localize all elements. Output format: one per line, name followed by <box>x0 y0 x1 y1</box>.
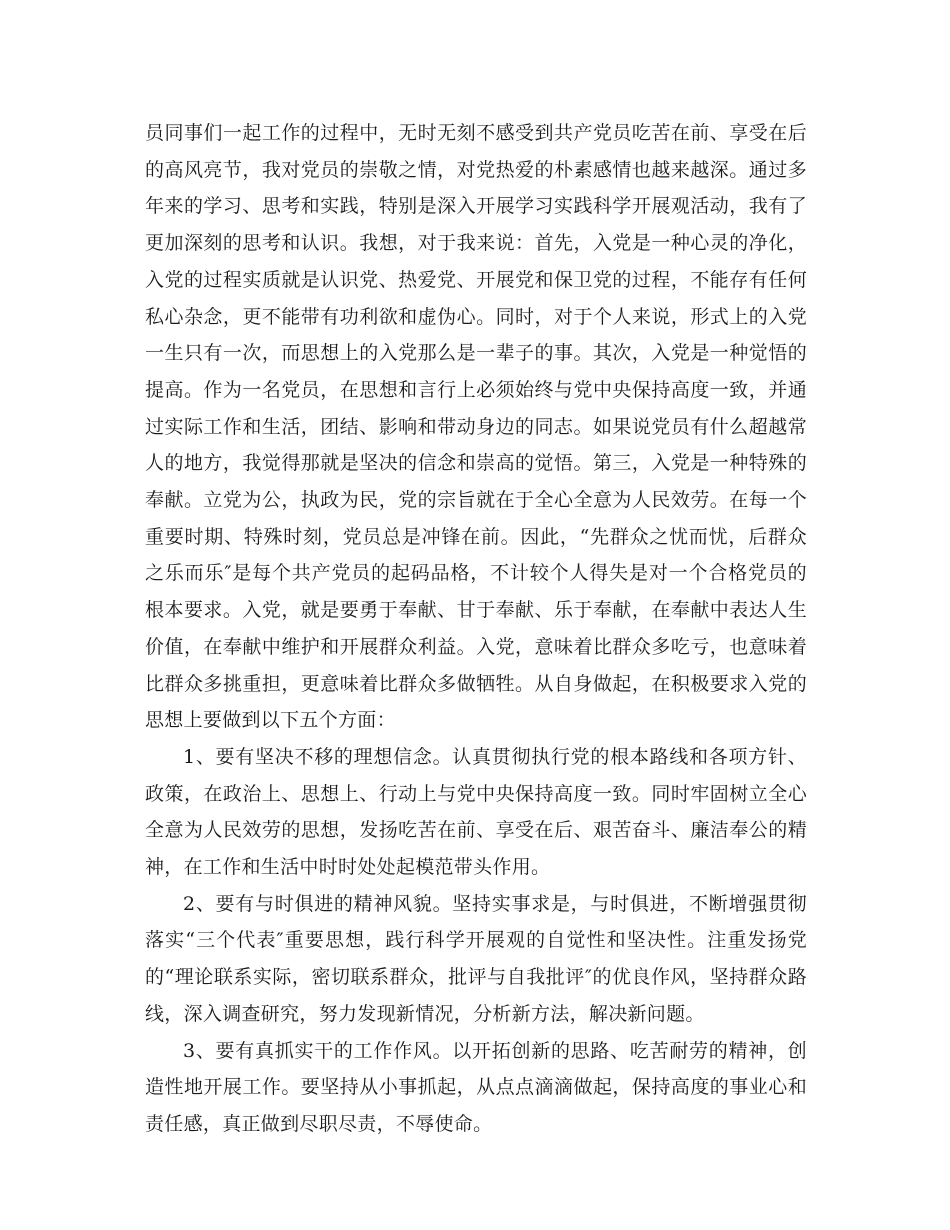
paragraph-point-1: 1、要有坚决不移的理想信念。认真贯彻执行党的根本路线和各项方针、政策，在政治上、思想上、行动上与党中央保持高度一致。同时牢固树立全心全意为人民效劳的思想，发扬吃苦在前、享受在后、艰苦奋斗、廉洁奉公的精神，在工作和生活中时时处处起模范带头作用。 <box>145 745 807 879</box>
paragraph-point-2: 2、要有与时俱进的精神风貌。坚持实事求是，与时俱进，不断增强贯彻落实“三个代表″重要思想，践行科学开展观的自觉性和坚决性。注重发扬党的“理论联系实际，密切联系群众，批评与自我批评″的优良作风，坚持群众路线，深入调查研究，努力发现新情况，分析新方法，解决新问题。 <box>145 892 807 1025</box>
paragraph-point-3: 3、要有真抓实干的工作作风。以开拓创新的思路、吃苦耐劳的精神，创造性地开展工作。要坚持从小事抓起，从点点滴滴做起，保持高度的事业心和责任感，真正做到尽职尽责，不辱使命。 <box>145 1039 807 1135</box>
paragraph-continuation: 员同事们一起工作的过程中，无时无刻不感受到共产党员吃苦在前、享受在后的高风亮节，我对党员的崇敬之情，对党热爱的朴素感情也越来越深。通过多年来的学习、思考和实践，特别是深入开展学习实践科学开展观活动，我有了更加深刻的思考和认识。我想，对于我来说：首先，入党是一种心灵的净化，入党的过程实质就是认识党、热爱党、开展党和保卫党的过程，不能存有任何私心杂念，更不能带有功利欲和虚伪心。同时，对于个人来说，形式上的入党一生只有一次，而思想上的入党那么是一辈子的事。其次，入党是一种觉悟的提高。作为一名党员，在思想和言行上必须始终与党中央保持高度一致，并通过实际工作和生活，团结、影响和带动身边的同志。如果说党员有什么超越常人的地方，我觉得那就是坚决的信念和崇高的觉悟。第三，入党是一种特殊的奉献。立党为公，执政为民，党的宗旨就在于全心全意为人民效劳。在每一个重要时期、特殊时刻，党员总是冲锋在前。因此，“先群众之忧而忧，后群众之乐而乐″是每个共产党员的起码品格，不计较个人得失是对一个合格党员的根本要求。入党，就是要勇于奉献、甘于奉献、乐于奉献，在奉献中表达人生价值，在奉献中维护和开展群众利益。入党，意味着比群众多吃亏，也意味着比群众多挑重担，更意味着比群众多做牺牲。从自身做起，在积极要求入党的思想上要做到以下五个方面： <box>145 122 807 732</box>
document-body <box>145 115 807 1143</box>
